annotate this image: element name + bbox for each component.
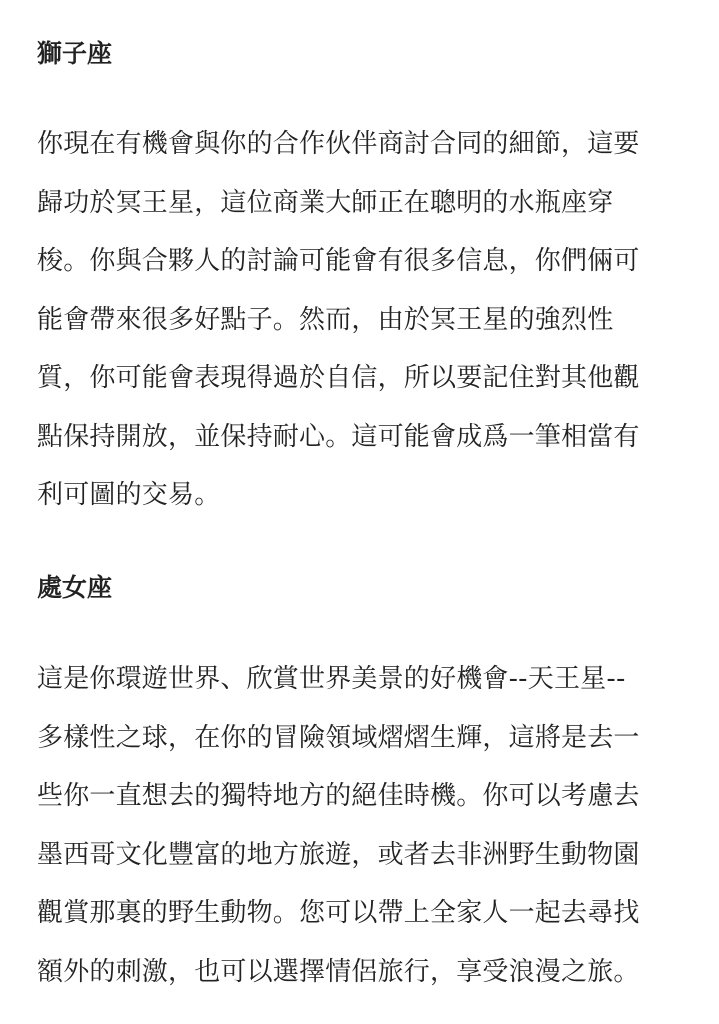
paragraph-line: 點保持開放，並保持耐心。這可能會成爲一筆相當有 <box>37 421 640 452</box>
paragraph-line: 這是你環遊世界、欣賞世界美景的好機會--天王星-- <box>37 664 626 694</box>
section-body-leo <box>37 115 697 525</box>
paragraph-line: 觀賞那裏的野生動物。您可以帶上全家人一起去尋找 <box>37 898 640 928</box>
paragraph-line: 額外的刺激，也可以選擇情侶旅行，享受浪漫之旅。 <box>37 956 640 987</box>
paragraph-line: 能會帶來很多好點子。然而，由於冥王星的強烈性 <box>37 304 614 335</box>
paragraph-line: 多樣性之球，在你的冒險領域熠熠生輝，這將是去一 <box>37 722 640 753</box>
paragraph-line: 利可圖的交易。 <box>37 480 221 510</box>
paragraph-line: 墨西哥文化豐富的地方旅遊，或者去非洲野生動物園 <box>37 839 640 870</box>
section-heading-virgo: 處女座 <box>37 573 113 602</box>
paragraph-line: 你現在有機會與你的合作伙伴商討合同的細節，這要 <box>37 129 640 159</box>
paragraph-line: 梭。你與合夥人的討論可能會有很多信息，你們倆可 <box>37 246 640 276</box>
paragraph-line: 質，你可能會表現得過於自信，所以要記住對其他觀 <box>37 363 640 393</box>
paragraph-line: 歸功於冥王星，這位商業大師正在聰明的水瓶座穿 <box>37 187 614 218</box>
paragraph-line: 些你一直想去的獨特地方的絕佳時機。你可以考慮去 <box>37 781 640 811</box>
section-heading-leo: 獅子座 <box>37 39 113 68</box>
section-body-virgo <box>37 650 697 1001</box>
